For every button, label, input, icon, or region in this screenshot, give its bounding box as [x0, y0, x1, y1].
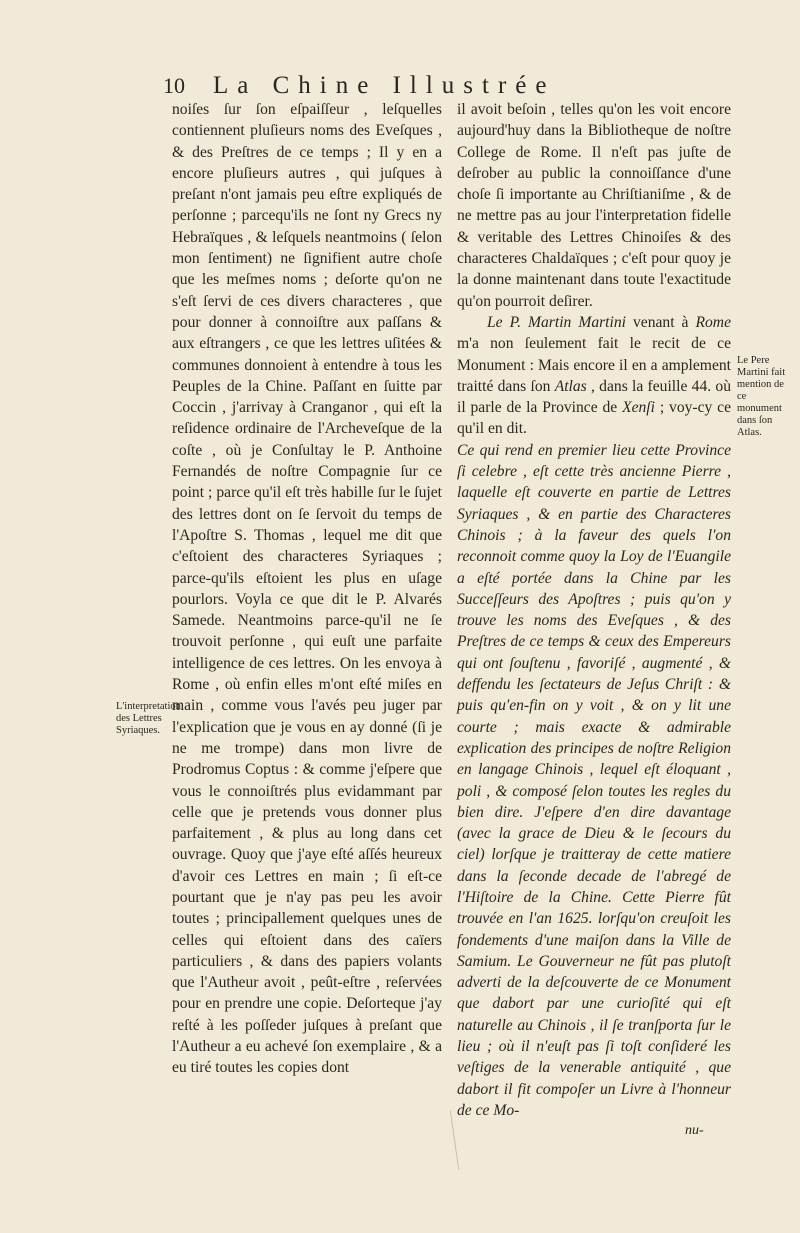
margin-note-right: Le Pere Martini fait mention de ce monument dans ſon Atlas.	[737, 355, 786, 438]
running-header	[163, 72, 633, 100]
right-paragraph-1: il avoit beſoin , telles qu'on les voit encore aujourd'huy dans la Bibliotheque de noſtre College de Rome. Il n'eſt pas juſte de deſrober au public la connoiſſance d'une choſe ſi importante au Chriſtianiſme , & de ne mettre pas au jour l'interpretation fidelle & veritable des Lettres Chinoiſes & des characteres Chaldaïques ; c'eſt pour quoy je la donne maintenant dans toute l'exactitude qu'on pourroit deſirer.	[457, 101, 731, 310]
left-column	[172, 99, 442, 1079]
catchword: nu-	[685, 1123, 704, 1138]
margin-note-left: L'interpretation des Lettres Syriaques.	[116, 701, 181, 736]
right-column	[457, 99, 731, 1121]
running-title: La Chine Illustrée	[213, 72, 556, 99]
page-number: 10	[163, 73, 185, 98]
right-paragraph-2: Le P. Martin Martini venant à Rome m'a non ſeulement fait le recit de ce Monument : Mais encore il en a amplement traitté dans ſon Atlas , dans la feuille 44. où il parle de la Province de Xenſi ; voy-cy ce qu'il en dit.	[457, 313, 732, 438]
right-paragraph-quote: Ce qui rend en premier lieu cette Province ſi celebre , eſt cette très ancienne Pierre , laquelle eſt couverte en partie de Lettres Syriaques , & en partie des Characteres Chinois ; à la faveur des quels l'on reconnoit comme quoy la Loy de l'Euangile a eſté portée dans la Chine par les Succeſſeurs des Apoſtres ; puis qu'on y trouve les noms des Eveſques , & des Preſtres de ce temps & ceux des Empereurs qui ont ſouſtenu , favoriſé , augmenté , & deffendu les ſectateurs de Jeſus Chriſt : & puis qu'en-fin on y voit , & on y lit une courte ; mais exacte & admirable explication des principes de noſtre Religion en langage Chinois , lequel eſt éloquant , poli , & composé ſelon toutes les regles du bien dire. J'eſpere d'en dire davantage (avec la grace de Dieu & le ſecours du ciel) lorſque je traitteray de cette matiere dans la ſeconde decade de l'abregé de l'Hiſtoire de la Chine. Cette Pierre fût trouvée en l'an 1625. lorſqu'on creuſoit les fondements d'une maiſon dans la Ville de Samium. Le Gouverneur ne fût pas plutoſt adverti de la deſcouverte de ce Monument que dabort par une curioſité qui eſt naturelle au Chinois , il ſe tranſporta ſur le lieu ; où il n'euſt pas ſi toſt conſideré les veſtiges de la venerable antiquité , que dabort il fit compoſer un Livre à l'honneur de ce Mo-	[457, 441, 731, 1119]
martini-name: Le P. Martin Martini	[487, 313, 626, 331]
left-column-text: noiſes ſur ſon eſpaiſſeur , leſquelles contiennent pluſieurs noms des Eveſques , & des Preſtres de ce temps ; Il y en a encore pluſieurs autres , qui juſques à preſant n'ont jamais peu eſtre expliqués de perſonne ; parcequ'ils ne ſont ny Grecs ny Hebraïques , & leſquels neantmoins ( ſelon mon ſentiment) ne ſignifient autre choſe que les meſmes noms ; deſorte qu'on ne s'eſt ſervi de ces divers characteres , que pour donner à connoiſtre aux paſſans & aux eſtrangers , ce que les lettres uſitées & communes donnoient à entendre à tous les Peuples de la Chine. Paſſant en ſuitte par Coccin , j'arrivay à Cranganor , qui eſt la reſidence ordinaire de l'Archeveſque de la coſte , où je Conſultay le P. Anthoine Fernandés de noſtre Compagnie ſur ce point ; parce qu'il eſt très habille ſur le ſujet des lettres dont on ſe ſervoit du temps de l'Apoſtre S. Thomas , lequel me dit que c'eſtoient des characteres Syriaques ; parce-qu'ils eſtoient les plus en uſage pourlors. Voyla ce que dit le P. Alvarés Samede. Neantmoins parce-qu'il ne ſe trouvoit perſonne , qui euſt une parfaite intelligence de ces lettres. On les envoya à Rome , où enfin elles m'ont eſté miſes en main , comme vous l'avés peu juger par l'explication que je vous en ay donné (ſi je ne me trompe) dans mon livre de Prodromus Coptus : & comme j'eſpere que vous le connoiſtrés plus evidammant par celle que je pretends vous donner plus parfaitement , & plus au long dans cet ouvrage. Quoy que j'aye eſté aſſés heureux d'avoir ces Lettres en main ; ſi eſt-ce pourtant que je n'ay pas peu les avoir toutes ; principallement quelques unes de celles qui eſtoient dans des caïers particuliers , & dans des papiers volants que l'Autheur avoit , peût-eſtre , reſervées pour en prendre une copie. Deſorteque j'ay reſté à les poſſeder juſques à preſant que l'Autheur a eu achevé ſon exemplaire , & a eu tiré toutes les copies dont	[172, 101, 442, 1077]
